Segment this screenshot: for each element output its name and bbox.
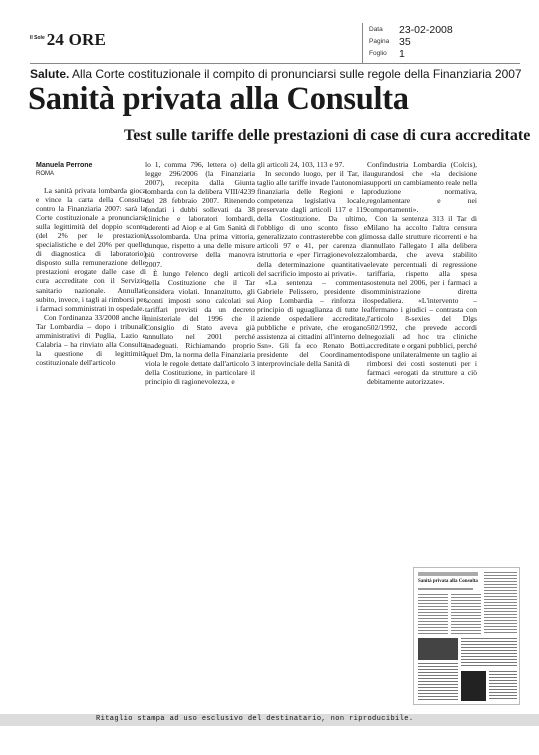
page-row [369, 36, 411, 48]
paragraph: gli articoli 24, 103, 113 e 97. [257, 160, 345, 169]
thumb-ad [461, 671, 486, 701]
page-label: Pagina [369, 38, 390, 45]
thumb-text-block [484, 572, 517, 634]
thumb-text-block [489, 671, 517, 701]
article-headline: Sanità privata alla Consulta [28, 81, 409, 117]
thumb-photo [418, 638, 458, 660]
thumb-banner [418, 572, 478, 576]
kicker-text: Alla Corte costituzionale il compito di pronunciarsi sulle regole della Finanziaria 2007 [69, 67, 522, 81]
sheet-label: Foglio [369, 50, 387, 57]
thumb-text-block [461, 638, 517, 668]
date-label: Data [369, 26, 383, 33]
sheet-row [369, 48, 405, 60]
article-subheadline: Test sulle tariffe delle prestazioni di case di cura accreditate [124, 127, 531, 144]
masthead-title: 24 ORE [46, 30, 107, 49]
footer-disclaimer: Ritaglio stampa ad uso esclusivo del destinatario, non riproducibile. [96, 715, 414, 723]
sheet-value: 1 [399, 48, 405, 60]
article-author: Manuela Perrone [36, 162, 93, 169]
header-divider-horizontal [30, 63, 520, 64]
date-value: 23-02-2008 [399, 24, 453, 36]
paragraph: È lungo l'elenco degli articoli della Costituzione che il Tar considera violati. Innanzitutto, gli sconti imposti sono calcolati sui tariffari previsti da un decreto ministeriale del 1996 che il Consiglio di Stato aveva già annullato nel 2001 perché inadeguati. Richiamando proprio quel Dm, la norma della Finanziaria viola le regole dettate dall'articolo 3 della Costituzione, in particolare il principio di ragionevolezza, e [145, 268, 255, 387]
paragraph: Con l'ordinanza 33/2008 anche il Tar Lombardia – dopo i tribunali amministrativi di Puglia, Lazio e Calabria – ha rinviato alla Consulta la questione di legittimità costituzionale dell'articolo [36, 312, 146, 367]
article-column-1 [36, 161, 146, 367]
paragraph: La sanità privata lombarda gioca e vince la carta della Consulta contro la Finanziaria 2007: sarà la Corte costituzionale a pronunciarsi sulla legittimità del doppio sconto (del 2% per le prestazioni specialistiche e del 20% per quelle di diagnostica di laboratorio) disposto sulla remunerazione delle prestazioni erogate dalle case di cura accreditate con il Servizio sanitario nazionale. Annullati subito, invece, i tagli ai rimborsi per i farmaci somministrati in ospedale. [36, 186, 146, 313]
thumb-title: Sanità privata alla Consulta [418, 579, 478, 584]
article-dateline: ROMA [36, 171, 54, 177]
page-thumbnail [413, 567, 520, 705]
thumb-subtitle [418, 588, 473, 590]
thumb-text-block [418, 594, 448, 634]
paragraph: In secondo luogo, per il Tar, il taglio alle tariffe invade l'autonomia finanziaria delle Regioni e la competenza legislativa locale, preservate dagli articoli 117 e 119 della Costituzione. Da ultimo, l'obbligo di uno sconto fisso e generalizzato contrasterebbe con gli articoli 97 e 41, per carenza di istruttoria e «per l'irragionevolezza della determinazione quantitativa del sacrificio imposto ai privati». [257, 169, 367, 278]
article-column-3 [257, 160, 367, 368]
paragraph: lo 1, comma 796, lettera o) della legge 296/2006 (la Finanziaria 2007), recepita dalla Giunta lombarda con la delibera VIII/4239 del 28 febbraio 2007. Ritenendo fondati i dubbi sollevati da 38 cliniche e laboratori lombardi, aderenti ad Aiop e al Gm Sanità di Assolombarda. Una prima vittoria, dunque, rispetto a una delle misure più controverse della manovra 2007. [145, 160, 255, 269]
paragraph: Con la sentenza 313 il Tar di Milano ha accolto l'altra censura mossa dalle strutture ricorrenti e ha annullato l'allegato I alla delibera lombarda, che aveva stabilito elevate percentuali di regressione tariffaria, rispetto alla spesa sostenuta nel 2006, per i farmaci a somministrazione diretta ospedaliera. «L'intervento – affermano i giudici – contrasta con l'articolo 8-sexies del Dlgs 502/1992, che prevede accordi negoziali ad hoc tra cliniche accreditate e organi pubblici, perché dispone unilateralmente un taglio ai rimborsi dei costi sostenuti per i farmaci «erogati da strutture a ciò debitamente autorizzate». [367, 214, 477, 387]
article-column-4 [367, 160, 477, 386]
kicker-topic: Salute. [30, 67, 70, 81]
page-value: 35 [399, 36, 411, 48]
thumb-text-block [418, 663, 458, 701]
footer-bar [0, 714, 539, 726]
paragraph: «La sentenza – commenta Gabriele Pelissero, presidente di Aiop Lombardia – rinforza il principio di uguaglianza di tutte le aziende ospedaliere accreditate, pubbliche e private, che erogano assistenza ai cittadini all'interno del Ssn». Gli fa eco Renato Botti, presidente del Coordinamento interprovinciale della Sanità di [257, 277, 367, 369]
clipping-meta-box [362, 23, 520, 63]
date-row [369, 24, 453, 36]
thumb-text-block [451, 594, 481, 634]
masthead-logo [30, 30, 106, 50]
masthead-prefix: Il Sole [30, 35, 45, 41]
article-column-2 [145, 160, 255, 386]
paragraph: Confindustria Lombardia (Colcis), augurandosi che «la decisione supporti un cambiamento reale nella produzione normativa, regolamentare e nei comportamenti». [367, 160, 477, 215]
article-kicker [30, 67, 522, 81]
